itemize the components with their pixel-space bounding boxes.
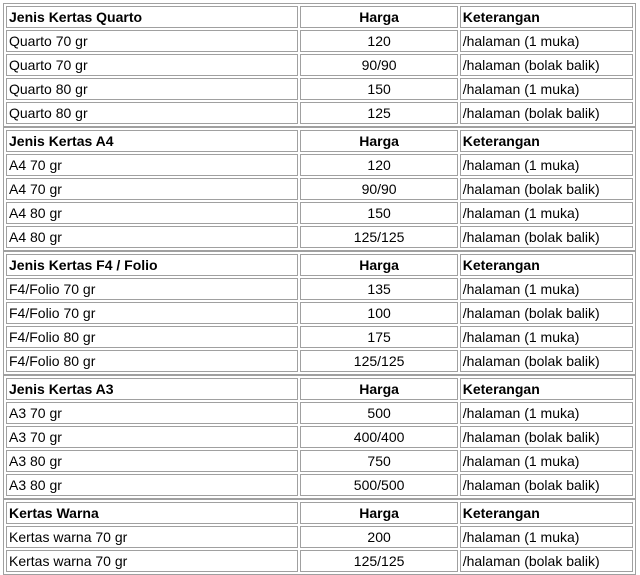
table-row [6, 178, 633, 200]
paper-type-cell: F4/Folio 80 gr [6, 326, 298, 348]
note-cell: /halaman (bolak balik) [460, 474, 633, 496]
note-cell: Keterangan [460, 6, 633, 28]
paper-type-cell: Jenis Kertas Quarto [6, 6, 298, 28]
price-cell: 135 [300, 278, 457, 300]
note-cell: /halaman (bolak balik) [460, 226, 633, 248]
price-cell: Harga [300, 502, 457, 524]
price-cell: 125 [300, 102, 457, 124]
paper-type-cell: A4 80 gr [6, 226, 298, 248]
note-cell: /halaman (bolak balik) [460, 426, 633, 448]
paper-type-cell: Quarto 80 gr [6, 102, 298, 124]
price-cell: 500/500 [300, 474, 457, 496]
table-row [6, 202, 633, 224]
table-row [6, 54, 633, 76]
table-row [6, 450, 633, 472]
note-cell: Keterangan [460, 502, 633, 524]
price-cell: 500 [300, 402, 457, 424]
note-cell: /halaman (bolak balik) [460, 302, 633, 324]
price-cell: 125/125 [300, 350, 457, 372]
table-header-row [6, 254, 633, 276]
price-cell: 120 [300, 30, 457, 52]
price-cell: 150 [300, 202, 457, 224]
table-row [6, 402, 633, 424]
note-cell: /halaman (bolak balik) [460, 350, 633, 372]
price-cell: 90/90 [300, 178, 457, 200]
table-row [6, 426, 633, 448]
table-row [6, 30, 633, 52]
price-cell: 150 [300, 78, 457, 100]
note-cell: /halaman (1 muka) [460, 526, 633, 548]
paper-type-cell: Jenis Kertas A4 [6, 130, 298, 152]
price-cell: 175 [300, 326, 457, 348]
table-header-row [6, 502, 633, 524]
table-header-row [6, 378, 633, 400]
price-table-section [3, 3, 636, 127]
price-cell: 750 [300, 450, 457, 472]
note-cell: /halaman (1 muka) [460, 78, 633, 100]
table-row [6, 302, 633, 324]
paper-type-cell: Kertas Warna [6, 502, 298, 524]
note-cell: /halaman (bolak balik) [460, 54, 633, 76]
paper-type-cell: A4 70 gr [6, 178, 298, 200]
note-cell: /halaman (1 muka) [460, 154, 633, 176]
price-cell: Harga [300, 378, 457, 400]
paper-type-cell: Quarto 70 gr [6, 54, 298, 76]
note-cell: Keterangan [460, 130, 633, 152]
table-row [6, 226, 633, 248]
note-cell: Keterangan [460, 254, 633, 276]
paper-type-cell: A3 70 gr [6, 426, 298, 448]
table-header-row [6, 6, 633, 28]
table-row [6, 78, 633, 100]
table-row [6, 550, 633, 572]
price-cell: 200 [300, 526, 457, 548]
paper-type-cell: A3 80 gr [6, 450, 298, 472]
price-cell: 125/125 [300, 226, 457, 248]
note-cell: /halaman (bolak balik) [460, 102, 633, 124]
note-cell: /halaman (1 muka) [460, 450, 633, 472]
paper-type-cell: A3 80 gr [6, 474, 298, 496]
price-list [3, 3, 636, 575]
table-row [6, 278, 633, 300]
paper-type-cell: Kertas warna 70 gr [6, 550, 298, 572]
table-row [6, 102, 633, 124]
price-cell: 400/400 [300, 426, 457, 448]
note-cell: /halaman (bolak balik) [460, 550, 633, 572]
note-cell: /halaman (1 muka) [460, 30, 633, 52]
paper-type-cell: F4/Folio 70 gr [6, 278, 298, 300]
note-cell: Keterangan [460, 378, 633, 400]
paper-type-cell: A3 70 gr [6, 402, 298, 424]
paper-type-cell: Quarto 70 gr [6, 30, 298, 52]
price-table-section [3, 251, 636, 375]
price-table-section [3, 127, 636, 251]
table-row [6, 526, 633, 548]
price-cell: 125/125 [300, 550, 457, 572]
price-cell: 120 [300, 154, 457, 176]
note-cell: /halaman (1 muka) [460, 278, 633, 300]
paper-type-cell: F4/Folio 70 gr [6, 302, 298, 324]
paper-type-cell: Quarto 80 gr [6, 78, 298, 100]
paper-type-cell: A4 80 gr [6, 202, 298, 224]
price-cell: Harga [300, 6, 457, 28]
table-row [6, 154, 633, 176]
price-cell: 100 [300, 302, 457, 324]
table-row [6, 326, 633, 348]
paper-type-cell: Jenis Kertas F4 / Folio [6, 254, 298, 276]
price-cell: Harga [300, 130, 457, 152]
table-row [6, 474, 633, 496]
note-cell: /halaman (1 muka) [460, 202, 633, 224]
note-cell: /halaman (1 muka) [460, 402, 633, 424]
note-cell: /halaman (1 muka) [460, 326, 633, 348]
price-table-section [3, 375, 636, 499]
price-cell: 90/90 [300, 54, 457, 76]
price-cell: Harga [300, 254, 457, 276]
note-cell: /halaman (bolak balik) [460, 178, 633, 200]
paper-type-cell: Jenis Kertas A3 [6, 378, 298, 400]
price-table-section [3, 499, 636, 575]
paper-type-cell: Kertas warna 70 gr [6, 526, 298, 548]
table-row [6, 350, 633, 372]
paper-type-cell: A4 70 gr [6, 154, 298, 176]
paper-type-cell: F4/Folio 80 gr [6, 350, 298, 372]
table-header-row [6, 130, 633, 152]
